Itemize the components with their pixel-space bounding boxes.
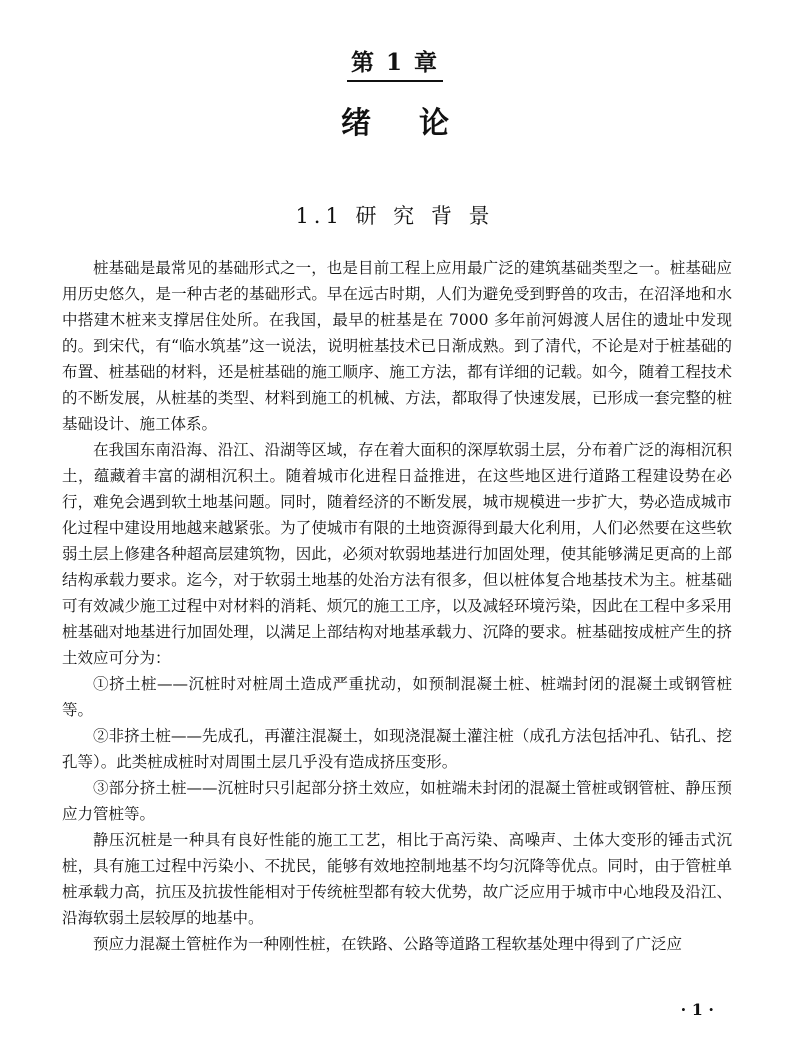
paragraph-static-pressure: 静压沉桩是一种具有良好性能的施工工艺，相比于高污染、高噪声、土体大变形的锤击式沉桩，具有施工过程中污染小、不扰民，能够有效地控制地基不均匀沉降等优点。同时，由于管桩单桩承载力高，抗压及抗拔性能相对于传统桩型都有较大优势，故广泛应用于城市中心地段及沿江、沿海软弱土层较厚的地基中。: [62, 831, 732, 927]
section-title: 1.1 研 究 背 景: [295, 204, 495, 228]
chapter-label: [0, 44, 790, 82]
chapter-label-text: 第 1 章: [347, 44, 443, 82]
paragraph-displacement-pile: ①挤土桩——沉桩时对桩周土造成严重扰动，如预制混凝土桩、桩端封闭的混凝土或钢管桩等。: [62, 675, 732, 719]
paragraph-prestressed-pile: 预应力混凝土管桩作为一种刚性桩，在铁路、公路等道路工程软基处理中得到了广泛应: [93, 935, 683, 953]
paragraph-soft-soil: 在我国东南沿海、沿江、沿湖等区域，存在着大面积的深厚软弱土层，分布着广泛的海相沉积土，蕴藏着丰富的湖相沉积土。随着城市化进程日益推进，在这些地区进行道路工程建设势在必行，难免会遇到软土地基问题。同时，随着经济的不断发展，城市规模进一步扩大，势必造成城市化过程中建设用地越来越紧张。为了使城市有限的土地资源得到最大化利用，人们必然要在这些软弱土层上修建各种超高层建筑物，因此，必须对软弱地基进行加固处理，使其能够满足更高的上部结构承载力要求。迄今，对于软弱土地基的处治方法有很多，但以桩体复合地基技术为主。桩基础可有效减少施工过程中对材料的消耗、烦冗的施工工序，以及减轻环境污染，因此在工程中多采用桩基础对地基进行加固处理，以满足上部结构对地基承载力、沉降的要求。桩基础按成桩产生的挤土效应可分为：: [62, 441, 732, 667]
paragraph-partial-displacement-pile: ③部分挤土桩——沉桩时只引起部分挤土效应，如桩端未封闭的混凝土管桩或钢管桩、静压预应力管桩等。: [62, 779, 732, 823]
chapter-title: 绪论: [341, 106, 497, 141]
paragraph-pile-history: 桩基础是最常见的基础形式之一，也是目前工程上应用最广泛的建筑基础类型之一。桩基础应用历史悠久，是一种古老的基础形式。早在远古时期，人们为避免受到野兽的攻击，在沼泽地和水中搭建木桩来支撑居住处所。在我国，最早的桩基是在 7000 多年前河姆渡人居住的遗址中发现的。到宋代，有“临水筑基”这一说法，说明桩基技术已日渐成熟。到了清代，不论是对于桩基础的布置、桩基础的材料，还是桩基础的施工顺序、施工方法，都有详细的记载。如今，随着工程技术的不断发展，从桩基的类型、材料到施工的机械、方法，都取得了快速发展，已形成一套完整的桩基础设计、施工体系。: [62, 259, 732, 433]
page-number: · 1 ·: [680, 1000, 714, 1019]
body-text: [62, 255, 732, 957]
paragraph-non-displacement-pile: ②非挤土桩——先成孔，再灌注混凝土，如现浇混凝土灌注桩（成孔方法包括冲孔、钻孔、挖孔等）。此类桩成桩时对周围土层几乎没有造成挤压变形。: [62, 727, 732, 771]
